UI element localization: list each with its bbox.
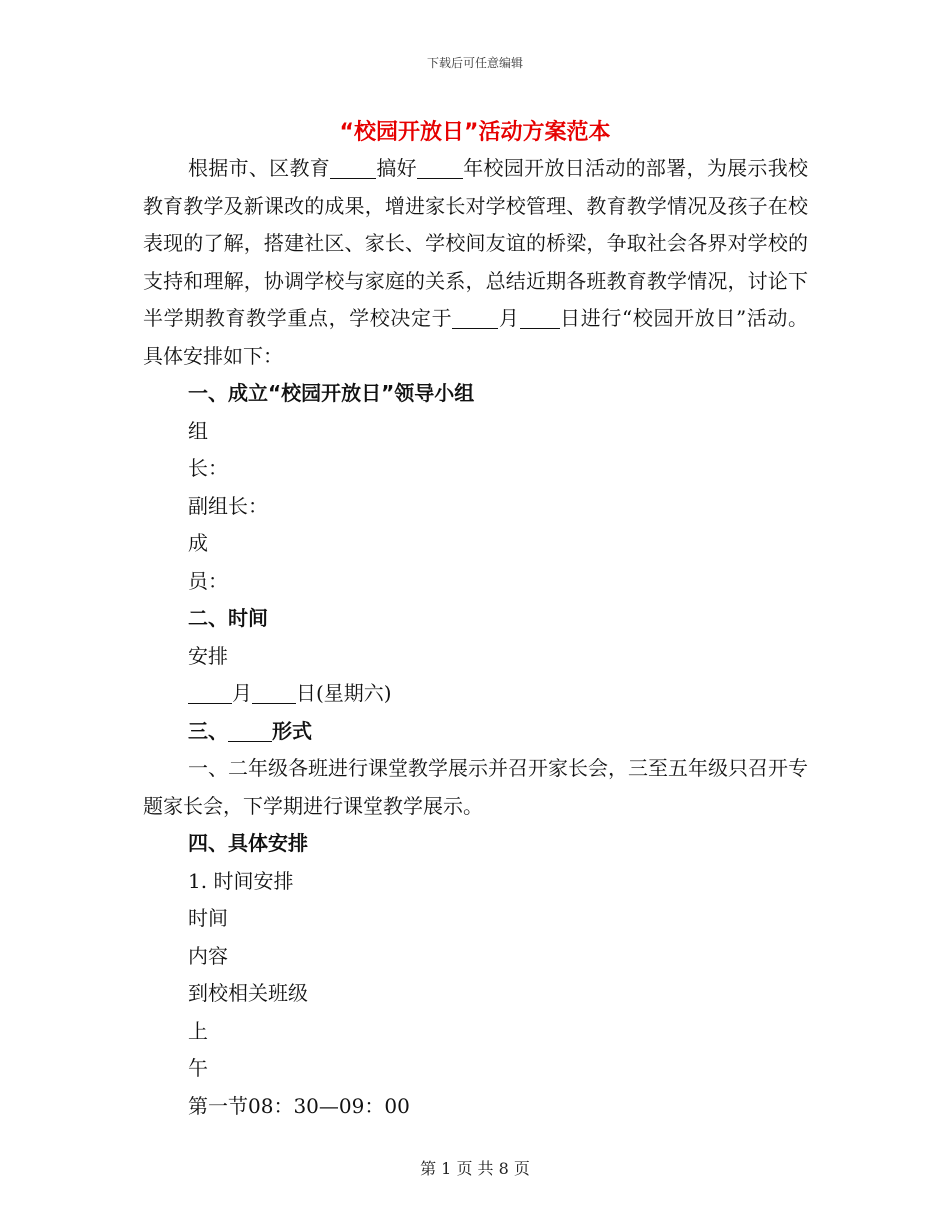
- section-4-line: 到校相关班级: [188, 981, 308, 1005]
- section-3-heading-suffix: 形式: [272, 718, 312, 743]
- blank-field: [520, 306, 560, 329]
- section-1-line: 长：: [188, 456, 228, 480]
- blank-field: [228, 719, 272, 742]
- section-4-line: 第一节08：30—09：00: [188, 1093, 410, 1118]
- intro-text-3: 年校园开放日活动的部署，为展示我校教育教学及新课改的成果，增进家长对学校管理、教育教学情况及孩子在校表现的了解，搭建社区、家长、学校间友谊的桥梁，争取社会各界对学校的支持和理解，协调学校与家庭的关系，总结近期各班教育教学情况，讨论下半学期教育教学重点，学校决定于: [143, 156, 809, 330]
- section-1-line: 员：: [188, 568, 228, 593]
- section-1-line: 成: [188, 531, 208, 555]
- intro-text-1: 根据市、区教育: [188, 156, 331, 180]
- section-1-line: 组: [188, 418, 208, 443]
- section-1-line: 副组长：: [188, 493, 268, 518]
- section-1-heading: 一、成立“校园开放日”领导小组: [188, 381, 475, 405]
- section-4-line: 上: [188, 1018, 208, 1043]
- intro-paragraph: [143, 150, 808, 375]
- blank-field: [330, 156, 376, 179]
- month-label: 月: [232, 681, 252, 705]
- document-body: [143, 150, 808, 1125]
- section-4-line: 午: [188, 1056, 208, 1080]
- blank-field: [252, 681, 296, 704]
- section-4-heading: 四、具体安排: [188, 831, 308, 855]
- page-header-note: 下载后可任意编辑: [426, 56, 523, 70]
- blank-field: [417, 156, 463, 179]
- section-4-line: 内容: [188, 943, 228, 968]
- intro-text-2: 搞好: [376, 156, 417, 180]
- blank-field: [188, 681, 232, 704]
- section-2-heading: 二、时间: [188, 606, 268, 630]
- document-title: “校园开放日”活动方案范本: [339, 120, 611, 145]
- section-4-line: 1. 时间安排: [188, 868, 294, 893]
- intro-text-5: 日进行“校园开放日”活动。具体安排如下：: [143, 306, 809, 368]
- section-4-line: 时间: [188, 906, 228, 930]
- intro-text-4: 月: [498, 306, 520, 330]
- section-2-line: 安排: [188, 643, 228, 668]
- section-3-heading: [143, 713, 808, 751]
- section-3-body: 一、二年级各班进行课堂教学展示并召开家长会，三至五年级只召开专题家长会，下学期进行课堂教学展示。: [143, 756, 808, 818]
- section-3-heading-prefix: 三、: [188, 718, 228, 743]
- page-footer-number: 第 1 页 共 8 页: [420, 1159, 530, 1178]
- day-weekday-label: 日(星期六): [296, 681, 392, 705]
- section-2-date-line: [143, 675, 808, 713]
- blank-field: [452, 306, 498, 329]
